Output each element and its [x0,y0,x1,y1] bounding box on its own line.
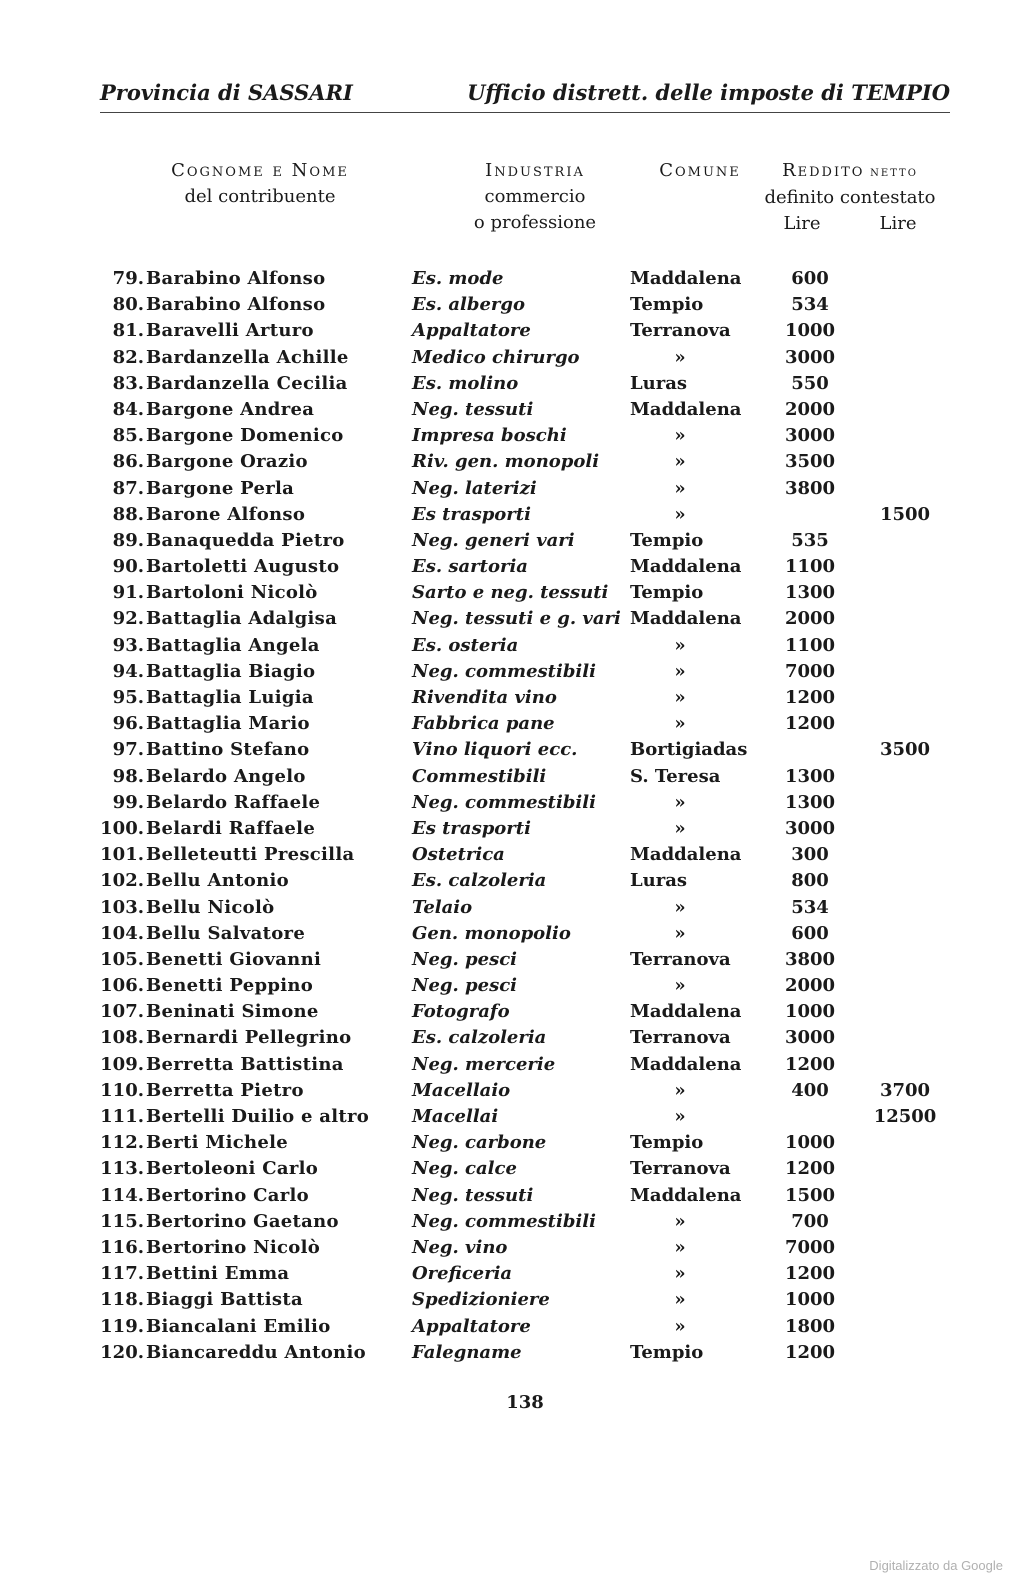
industry-cell: Neg. mercerie [412,1053,556,1075]
comune-cell: » [674,713,686,735]
reddito-definito-cell: 1300 [784,765,836,787]
taxpayer-name: Battaglia Mario [146,713,310,735]
row-number: 120. [100,1341,144,1363]
table-row [90,685,970,711]
table-row [90,999,970,1025]
comune-cell: Tempio [630,529,704,551]
row-number: 113. [100,1158,144,1180]
industry-cell: Spedizioniere [412,1289,550,1311]
row-number: 79. [112,268,144,289]
table-row [90,921,970,947]
table-row [90,1078,970,1104]
province-title: Provincia di SASSARI [100,80,353,105]
reddito-definito-cell: 1300 [784,791,836,813]
industry-cell: Neg. pesci [412,948,517,970]
table-row [90,318,970,344]
row-number: 94. [112,660,144,682]
row-number: 88. [112,503,144,525]
comune-cell: Luras [630,372,688,394]
reddito-definito-cell: 1000 [784,1132,836,1154]
industry-cell: Es. molino [412,372,519,394]
table-row [90,895,970,921]
industry-cell: Neg. pesci [412,975,517,997]
table-row [90,868,970,894]
industry-cell: Appaltatore [412,320,531,342]
comune-cell: » [674,634,686,656]
taxpayer-name: Biancareddu Antonio [146,1341,366,1363]
column-header-industry [450,158,620,236]
column-header-comune: Comune [659,160,741,181]
industry-cell: Macellaio [412,1079,511,1101]
industry-cell: Appaltatore [412,1315,531,1337]
taxpayer-name: Belardo Angelo [146,765,306,787]
comune-cell: Terranova [630,948,731,970]
taxpayer-name: Bertoleoni Carlo [146,1158,319,1180]
comune-cell: Tempio [630,582,704,604]
taxpayer-name: Benetti Giovanni [146,948,322,970]
comune-cell: » [674,687,686,708]
row-number: 112. [100,1132,144,1154]
reddito-contestato-cell: 1500 [879,503,931,525]
industry-cell: Fotografo [412,1001,510,1023]
digitization-watermark: Digitalizzato da Google [869,1558,1003,1573]
row-number: 100. [100,817,144,839]
industry-cell: Es. calzoleria [412,870,547,892]
comune-cell: » [674,896,686,918]
industry-cell: Neg. vino [412,1236,508,1258]
taxpayer-name: Banaquedda Pietro [146,529,345,551]
taxpayer-name: Bertorino Carlo [146,1184,309,1206]
page-number: 138 [506,1392,544,1413]
comune-cell: » [674,1079,686,1101]
table-row [90,528,970,554]
row-number: 110. [100,1079,144,1101]
row-number: 83. [112,372,144,394]
row-number: 93. [112,634,144,656]
column-header-lire-definito: Lire [783,213,821,234]
table-row [90,397,970,423]
industry-cell: Es. calzoleria [412,1027,547,1049]
row-number: 80. [112,294,144,316]
comune-cell: » [674,1106,686,1127]
column-header-name [140,158,380,210]
taxpayer-name: Bettini Emma [146,1263,290,1285]
industry-cell: Sarto e neg. tessuti [412,582,609,604]
table-row [90,580,970,606]
row-number: 82. [112,346,144,368]
comune-cell: S. Teresa [630,765,721,787]
taxpayer-name: Battaglia Angela [146,634,320,656]
comune-cell: » [674,1315,686,1337]
column-header-industry-line1: Industria [485,160,585,181]
comune-cell: Maddalena [630,268,742,289]
taxpayer-name: Bernardi Pellegrino [146,1027,352,1049]
row-number: 119. [100,1315,144,1337]
table-row [90,1235,970,1261]
taxpayer-name: Bartoloni Nicolò [146,582,318,604]
industry-cell: Falegname [412,1341,522,1363]
comune-cell: Terranova [630,1158,731,1180]
taxpayer-name: Baravelli Arturo [146,320,314,342]
row-number: 89. [112,529,144,551]
industry-cell: Neg. tessuti [412,398,534,420]
taxpayer-name: Berti Michele [146,1132,289,1154]
taxpayer-name: Battaglia Adalgisa [146,608,338,630]
table-row [90,633,970,659]
taxpayer-name: Bargone Perla [146,477,295,499]
row-number: 118. [100,1289,144,1311]
column-header-name-line2: del contribuente [184,186,336,207]
comune-cell: Maddalena [630,844,742,866]
reddito-definito-cell: 1200 [784,1341,836,1363]
comune-cell: » [674,346,686,368]
industry-cell: Es trasporti [412,503,531,525]
comune-cell: » [674,660,686,682]
reddito-definito-cell: 534 [791,294,829,316]
industry-cell: Vino liquori ecc. [412,739,578,761]
row-number: 99. [112,791,144,813]
reddito-definito-cell: 3000 [784,1027,836,1049]
reddito-definito-cell: 1200 [784,1053,836,1075]
industry-cell: Es. mode [412,268,504,289]
table-row [90,502,970,528]
industry-cell: Oreficeria [412,1263,513,1285]
industry-cell: Ostetrica [412,844,505,866]
comune-cell: Bortigiadas [630,739,748,761]
industry-cell: Commestibili [412,765,547,787]
column-header-name-line1: Cognome e Nome [171,160,349,181]
industry-cell: Telaio [412,896,473,918]
row-number: 102. [100,870,144,892]
comune-cell: Maddalena [630,1001,742,1023]
row-number: 96. [112,713,144,735]
reddito-definito-cell: 535 [791,529,829,551]
industry-cell: Es. sartoria [412,556,528,578]
taxpayer-table [90,266,970,1366]
taxpayer-name: Battaglia Biagio [146,660,316,682]
taxpayer-name: Belleteutti Prescilla [146,844,355,866]
row-number: 109. [100,1053,144,1075]
industry-cell: Medico chirurgo [412,346,580,368]
comune-cell: Luras [630,870,688,892]
table-row [90,842,970,868]
page-header [100,80,950,113]
industry-cell: Neg. carbone [412,1132,547,1154]
table-row [90,345,970,371]
comune-cell: » [674,451,686,473]
taxpayer-name: Bartoletti Augusto [146,556,340,578]
reddito-definito-cell: 3800 [784,948,836,970]
reddito-definito-cell: 1200 [784,687,836,708]
table-row [90,476,970,502]
table-row [90,1209,970,1235]
reddito-definito-cell: 1100 [784,556,836,578]
industry-cell: Es. osteria [412,634,519,656]
row-number: 86. [112,451,144,473]
industry-cell: Riv. gen. monopoli [412,451,600,473]
comune-cell: » [674,1210,686,1232]
industry-cell: Gen. monopolio [412,922,571,944]
reddito-definito-cell: 2000 [784,398,836,420]
taxpayer-name: Bellu Antonio [146,870,289,892]
comune-cell: » [674,1263,686,1285]
reddito-definito-cell: 700 [791,1210,829,1232]
comune-cell: Maddalena [630,398,742,420]
table-row [90,554,970,580]
reddito-definito-cell: 1500 [784,1184,836,1206]
row-number: 90. [112,556,144,578]
industry-cell: Neg. commestibili [412,1210,596,1232]
reddito-definito-cell: 1000 [784,1001,836,1023]
industry-cell: Neg. tessuti [412,1184,534,1206]
comune-cell: » [674,817,686,839]
reddito-definito-cell: 300 [791,844,829,866]
reddito-contestato-cell: 12500 [873,1106,937,1127]
table-row [90,1287,970,1313]
taxpayer-name: Beninati Simone [146,1001,319,1023]
industry-cell: Es trasporti [412,817,531,839]
reddito-definito-cell: 3000 [784,425,836,447]
table-row [90,1314,970,1340]
reddito-definito-cell: 534 [791,896,829,918]
row-number: 114. [100,1184,144,1206]
industry-cell: Neg. generi vari [412,529,575,551]
row-number: 81. [112,320,144,342]
comune-cell: Terranova [630,320,731,342]
reddito-definito-cell: 550 [791,372,829,394]
row-number: 115. [100,1210,144,1232]
reddito-definito-cell: 3000 [784,817,836,839]
row-number: 92. [112,608,144,630]
table-row [90,1052,970,1078]
row-number: 84. [112,398,144,420]
column-header-reddito-label: Reddito [782,160,865,181]
reddito-definito-cell: 1200 [784,713,836,735]
industry-cell: Neg. commestibili [412,660,596,682]
reddito-definito-cell: 1800 [784,1315,836,1337]
taxpayer-name: Belardi Raffaele [146,817,316,839]
taxpayer-name: Benetti Peppino [146,975,314,997]
table-row [90,737,970,763]
taxpayer-name: Bargone Domenico [146,425,344,447]
comune-cell: » [674,477,686,499]
comune-cell: Tempio [630,1341,704,1363]
industry-cell: Macellai [412,1106,499,1127]
industry-cell: Neg. calce [412,1158,517,1180]
row-number: 104. [100,922,144,944]
reddito-definito-cell: 1200 [784,1263,836,1285]
row-number: 98. [112,765,144,787]
row-number: 117. [100,1263,144,1285]
row-number: 91. [112,582,144,604]
taxpayer-name: Barabino Alfonso [146,268,326,289]
comune-cell: Tempio [630,1132,704,1154]
taxpayer-name: Bellu Salvatore [146,922,306,944]
comune-cell: Tempio [630,294,704,316]
row-number: 116. [100,1236,144,1258]
taxpayer-name: Belardo Raffaele [146,791,321,813]
reddito-definito-cell: 1300 [784,582,836,604]
industry-cell: Rivendita vino [412,687,557,708]
industry-cell: Es. albergo [412,294,526,316]
reddito-contestato-cell: 3500 [879,739,931,761]
table-row [90,606,970,632]
taxpayer-name: Bertelli Duilio e altro [146,1106,370,1127]
reddito-definito-cell: 7000 [784,1236,836,1258]
column-header-contestato: contestato [839,187,936,208]
row-number: 107. [100,1001,144,1023]
industry-cell: Neg. tessuti e g. vari [412,608,621,630]
table-row [90,1130,970,1156]
row-number: 106. [100,975,144,997]
comune-cell: » [674,1236,686,1258]
row-number: 103. [100,896,144,918]
reddito-definito-cell: 1100 [784,634,836,656]
row-number: 95. [112,687,144,708]
table-row [90,292,970,318]
taxpayer-name: Bertorino Nicolò [146,1236,321,1258]
taxpayer-name: Bardanzella Achille [146,346,349,368]
reddito-definito-cell: 3000 [784,346,836,368]
reddito-definito-cell: 3800 [784,477,836,499]
table-row [90,1183,970,1209]
table-row [90,266,970,292]
column-header-reddito [750,158,950,237]
taxpayer-name: Bargone Andrea [146,398,315,420]
reddito-definito-cell: 1000 [784,1289,836,1311]
table-row [90,1156,970,1182]
column-header-industry-line2: commercio [484,186,586,207]
column-header-lire-contestato: Lire [879,213,917,234]
taxpayer-name: Bertorino Gaetano [146,1210,339,1232]
table-row [90,423,970,449]
table-row [90,659,970,685]
reddito-definito-cell: 2000 [784,608,836,630]
row-number: 101. [100,844,144,866]
comune-cell: » [674,791,686,813]
taxpayer-name: Bargone Orazio [146,451,308,473]
taxpayer-name: Barabino Alfonso [146,294,326,316]
taxpayer-name: Berretta Battistina [146,1053,344,1075]
table-row [90,816,970,842]
industry-cell: Neg. commestibili [412,791,596,813]
reddito-definito-cell: 1200 [784,1158,836,1180]
taxpayer-name: Berretta Pietro [146,1079,304,1101]
reddito-contestato-cell: 3700 [879,1079,931,1101]
row-number: 97. [112,739,144,761]
table-row [90,764,970,790]
taxpayer-name: Bellu Nicolò [146,896,275,918]
comune-cell: Terranova [630,1027,731,1049]
row-number: 85. [112,425,144,447]
reddito-definito-cell: 600 [791,922,829,944]
industry-cell: Neg. laterizi [412,477,537,499]
row-number: 105. [100,948,144,970]
comune-cell: Maddalena [630,1053,742,1075]
comune-cell: » [674,503,686,525]
table-row [90,1340,970,1366]
reddito-definito-cell: 400 [791,1079,829,1101]
column-header-definito: definito [764,187,835,208]
table-row [90,449,970,475]
table-row [90,1025,970,1051]
comune-cell: » [674,975,686,997]
taxpayer-name: Biaggi Battista [146,1289,303,1311]
table-row [90,1261,970,1287]
taxpayer-name: Battaglia Luigia [146,687,314,708]
industry-cell: Fabbrica pane [412,713,555,735]
taxpayer-name: Bardanzella Cecilia [146,372,348,394]
row-number: 108. [100,1027,144,1049]
reddito-definito-cell: 800 [791,870,829,892]
reddito-definito-cell: 7000 [784,660,836,682]
reddito-definito-cell: 2000 [784,975,836,997]
comune-cell: Maddalena [630,1184,742,1206]
table-row [90,947,970,973]
table-row [90,1104,970,1130]
comune-cell: Maddalena [630,608,742,630]
taxpayer-name: Biancalani Emilio [146,1315,331,1337]
reddito-definito-cell: 600 [791,268,829,289]
table-row [90,973,970,999]
industry-cell: Impresa boschi [412,425,567,447]
column-header-netto-label: netto [870,164,918,180]
comune-cell: » [674,922,686,944]
table-row [90,790,970,816]
taxpayer-name: Battino Stefano [146,739,310,761]
office-title: Ufficio distrett. delle imposte di TEMPIO [467,80,950,105]
reddito-definito-cell: 1000 [784,320,836,342]
comune-cell: » [674,1289,686,1311]
table-row [90,371,970,397]
reddito-definito-cell: 3500 [784,451,836,473]
taxpayer-name: Barone Alfonso [146,503,306,525]
comune-cell: Maddalena [630,556,742,578]
column-header-industry-line3: o professione [473,212,597,233]
row-number: 111. [100,1106,144,1127]
comune-cell: » [674,425,686,447]
row-number: 87. [112,477,144,499]
table-row [90,711,970,737]
